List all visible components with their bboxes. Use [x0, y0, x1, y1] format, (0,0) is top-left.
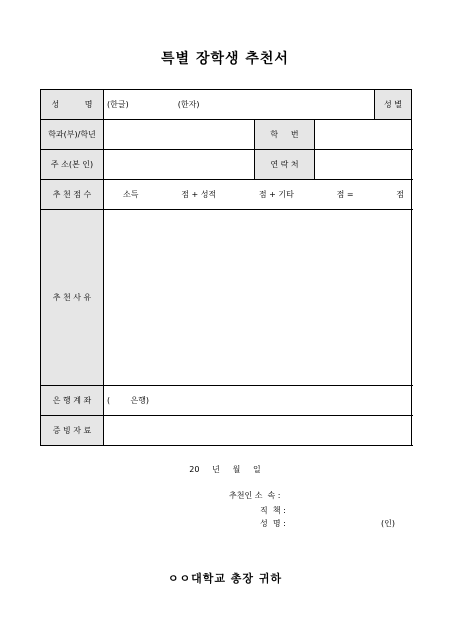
- address-field[interactable]: [104, 150, 255, 180]
- date-line: 20 년 월 일: [189, 465, 261, 474]
- row-score: [41, 180, 412, 210]
- address-label: 주 소(본 인): [41, 150, 104, 180]
- addressee-footer: ㅇㅇ대학교 총장 귀하: [167, 572, 283, 585]
- row-dept: [41, 120, 412, 150]
- dept-label: 학과(부)/학년: [41, 120, 104, 150]
- name-hangul-label: (한글): [107, 100, 129, 109]
- signature-seal: (인): [381, 519, 395, 528]
- score-label: 추 천 점 수: [41, 180, 104, 210]
- score-equals: 점 =: [336, 190, 354, 199]
- bank-label: 은 행 계 좌: [41, 386, 104, 416]
- signature-name-label: 성 명 :: [260, 519, 286, 528]
- gender-label: 성 별: [375, 90, 412, 120]
- row-reason: [41, 210, 412, 386]
- reason-label: 추 천 사 유: [41, 210, 104, 386]
- row-bank: [41, 386, 412, 416]
- name-field[interactable]: [104, 90, 375, 120]
- contact-field[interactable]: [315, 150, 412, 180]
- row-evidence: [41, 416, 412, 446]
- score-field[interactable]: [104, 180, 412, 210]
- row-name: [41, 90, 412, 120]
- student-no-field[interactable]: [315, 120, 412, 150]
- contact-label: 연 락 처: [255, 150, 315, 180]
- evidence-field[interactable]: [104, 416, 412, 446]
- score-grade: 점 + 성적: [181, 190, 217, 199]
- score-other: 점 + 기타: [258, 190, 294, 199]
- score-income: 소득: [123, 190, 139, 199]
- signature-affiliation-label: 추천인 소 속 :: [229, 491, 281, 500]
- reason-field[interactable]: [104, 210, 412, 386]
- evidence-label: 증 빙 자 료: [41, 416, 104, 446]
- signature-position-label: 직 책 :: [260, 506, 286, 515]
- row-address: [41, 150, 412, 180]
- bank-field[interactable]: ( 은행): [104, 386, 412, 416]
- dept-field[interactable]: [104, 120, 255, 150]
- name-hanja-label: (한자): [177, 100, 200, 109]
- document-title: 특별 장학생 추천서: [161, 51, 289, 67]
- score-total: 점: [396, 190, 405, 199]
- name-label: 성 명: [41, 90, 104, 120]
- recommendation-form-table: [40, 89, 412, 446]
- student-no-label: 학 번: [255, 120, 315, 150]
